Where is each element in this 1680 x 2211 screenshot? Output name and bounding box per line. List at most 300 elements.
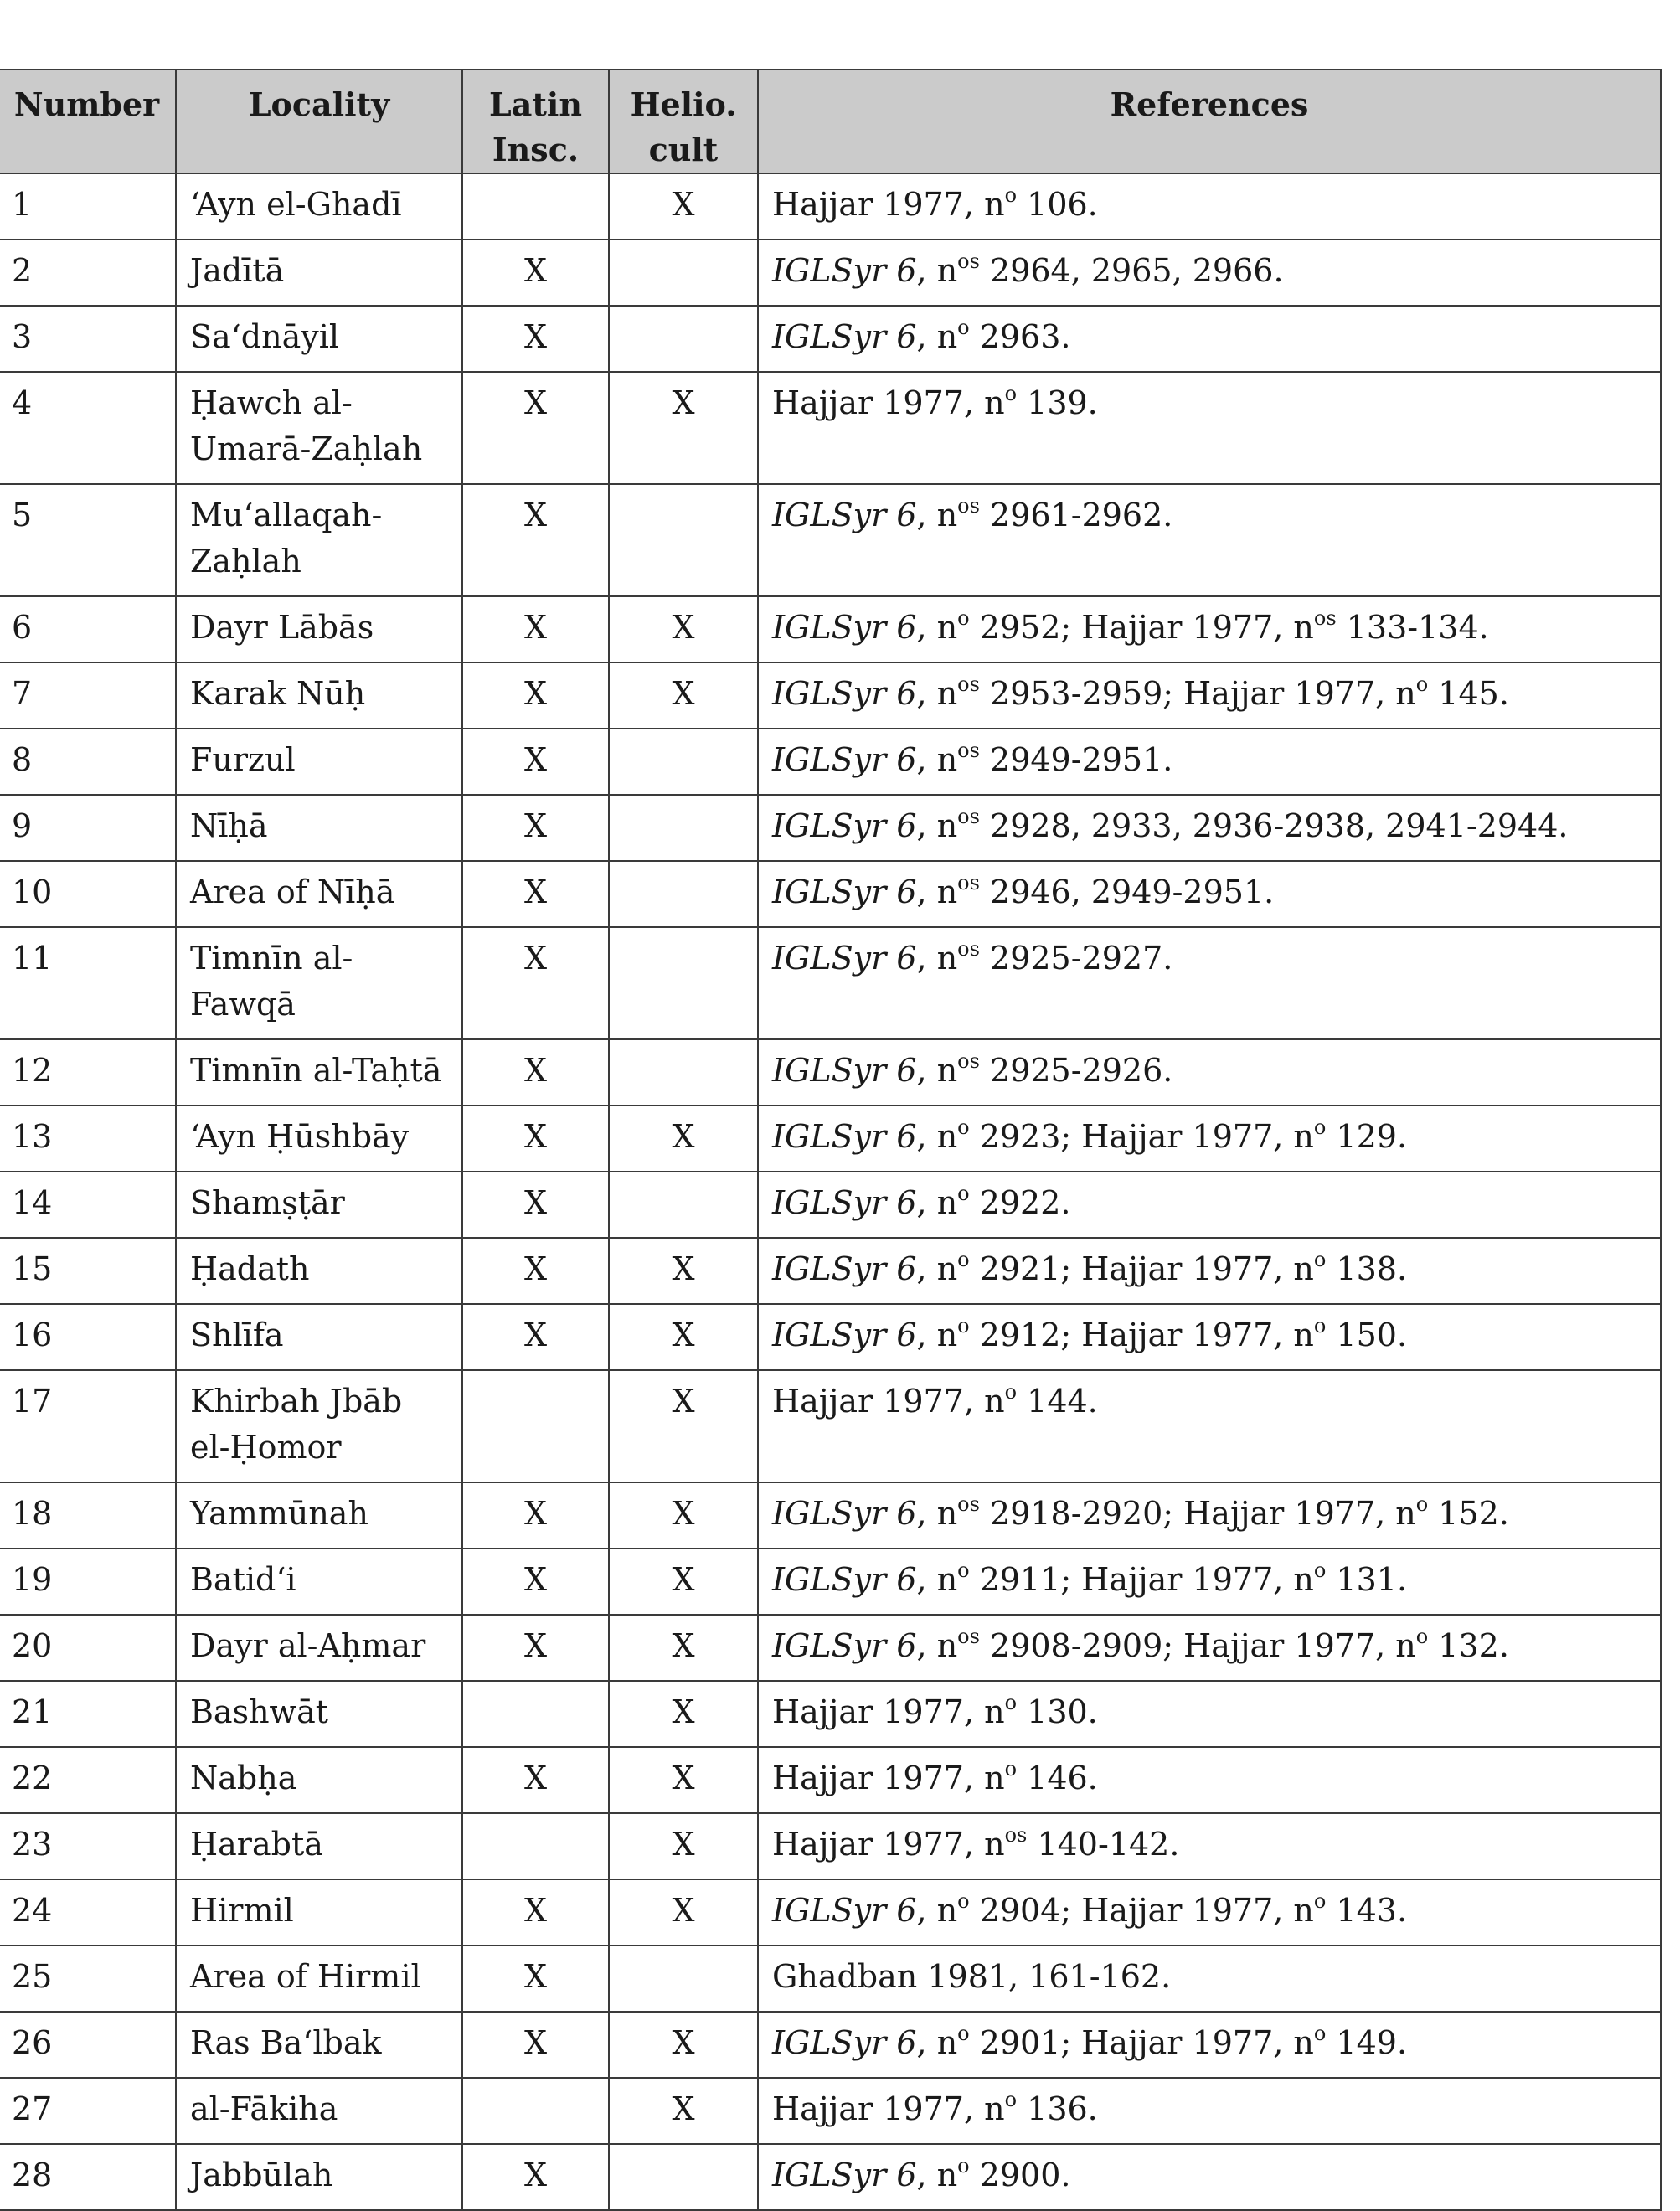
- row-latin-mark: [462, 2078, 609, 2144]
- ref-text: 2918-2920; Hajjar 1977, n: [979, 1495, 1416, 1532]
- inscriptions-table: [0, 69, 1662, 2211]
- row-number: 10: [0, 861, 176, 927]
- ref-text: Hajjar 1977, n: [772, 1760, 1005, 1796]
- row-number: 27: [0, 2078, 176, 2144]
- table-row: [0, 1879, 1661, 1946]
- row-latin-mark: [462, 1813, 609, 1879]
- table-row: [0, 1106, 1661, 1172]
- row-number: 1: [0, 173, 176, 240]
- ref-text: Hajjar 1977, n: [772, 186, 1005, 223]
- row-helio-mark: X: [609, 662, 758, 729]
- ref-corpus-title: IGLSyr 6: [772, 1250, 917, 1287]
- ref-text: , n: [916, 318, 958, 355]
- row-locality: ‘Ayn el-Ghadī: [176, 173, 462, 240]
- row-locality: Timnīn al-Taḥtā: [176, 1039, 462, 1106]
- ref-text: 136.: [1017, 2090, 1098, 2127]
- row-number: 28: [0, 2144, 176, 2210]
- row-helio-mark: X: [609, 1813, 758, 1879]
- row-locality: Nīḥā: [176, 795, 462, 861]
- ref-corpus-title: IGLSyr 6: [772, 609, 917, 646]
- ref-superscript: os: [957, 871, 980, 895]
- row-locality: Karak Nūḥ: [176, 662, 462, 729]
- ref-text: , n: [916, 252, 958, 289]
- ref-text: 138.: [1326, 1250, 1408, 1287]
- ref-text: 2925-2926.: [979, 1052, 1173, 1089]
- row-number: 7: [0, 662, 176, 729]
- header-heliopolitan-cult: [609, 70, 758, 173]
- ref-text: 2911; Hajjar 1977, n: [969, 1561, 1314, 1598]
- ref-text: , n: [916, 1561, 958, 1598]
- ref-corpus-title: IGLSyr 6: [772, 807, 917, 844]
- row-latin-mark: X: [462, 596, 609, 662]
- table-row: [0, 306, 1661, 372]
- row-latin-mark: X: [462, 1482, 609, 1549]
- ref-corpus-title: IGLSyr 6: [772, 252, 917, 289]
- row-references: [758, 2144, 1661, 2210]
- ref-text: 150.: [1326, 1317, 1408, 1353]
- row-references: [758, 1106, 1661, 1172]
- ref-superscript: os: [957, 1625, 980, 1649]
- row-number: 12: [0, 1039, 176, 1106]
- row-references: [758, 1946, 1661, 2012]
- row-latin-mark: X: [462, 729, 609, 795]
- row-number: 2: [0, 240, 176, 306]
- row-latin-mark: X: [462, 240, 609, 306]
- ref-text: 130.: [1017, 1693, 1098, 1730]
- ref-text: 139.: [1017, 384, 1098, 421]
- ref-superscript: os: [1004, 1823, 1028, 1848]
- ref-superscript: o: [1415, 1492, 1429, 1517]
- ref-text: , n: [916, 2024, 958, 2061]
- row-helio-mark: [609, 861, 758, 927]
- row-references: [758, 2078, 1661, 2144]
- row-latin-mark: X: [462, 2144, 609, 2210]
- row-number: 24: [0, 1879, 176, 1946]
- table-row: [0, 1813, 1661, 1879]
- row-latin-mark: [462, 1681, 609, 1747]
- ref-text: 2953-2959; Hajjar 1977, n: [979, 675, 1416, 712]
- ref-text: Hajjar 1977, n: [772, 1693, 1005, 1730]
- row-number: 6: [0, 596, 176, 662]
- row-helio-mark: X: [609, 2012, 758, 2078]
- row-locality: Mu‘allaqah-Zaḥlah: [176, 484, 462, 596]
- row-references: [758, 861, 1661, 927]
- row-helio-mark: [609, 1946, 758, 2012]
- row-locality: Timnīn al-Fawqā: [176, 927, 462, 1039]
- table-body: [0, 173, 1661, 2210]
- table-row: [0, 1304, 1661, 1370]
- ref-text: 132.: [1428, 1627, 1509, 1664]
- table-row: [0, 1681, 1661, 1747]
- row-helio-mark: X: [609, 1370, 758, 1482]
- ref-corpus-title: IGLSyr 6: [772, 1317, 917, 1353]
- table-row: [0, 372, 1661, 484]
- row-helio-mark: [609, 795, 758, 861]
- ref-text: , n: [916, 1627, 958, 1664]
- ref-text: 2900.: [969, 2157, 1071, 2193]
- header-locality: Locality: [176, 70, 462, 173]
- ref-superscript: o: [1004, 1691, 1018, 1715]
- row-references: [758, 173, 1661, 240]
- row-latin-mark: X: [462, 927, 609, 1039]
- ref-superscript: os: [957, 1492, 980, 1517]
- table-row: [0, 1039, 1661, 1106]
- row-references: [758, 729, 1661, 795]
- table-row: [0, 1370, 1661, 1482]
- table-row: [0, 2144, 1661, 2210]
- table-header: [0, 70, 1661, 173]
- ref-text: 2963.: [969, 318, 1071, 355]
- ref-superscript: o: [957, 1116, 970, 1140]
- ref-superscript: o: [1313, 2022, 1327, 2046]
- row-helio-mark: [609, 2144, 758, 2210]
- row-latin-mark: [462, 173, 609, 240]
- table-row: [0, 662, 1661, 729]
- row-references: [758, 662, 1661, 729]
- row-references: [758, 306, 1661, 372]
- row-references: [758, 1039, 1661, 1106]
- row-number: 14: [0, 1172, 176, 1238]
- table-row: [0, 1549, 1661, 1615]
- ref-superscript: o: [1415, 1625, 1429, 1649]
- row-locality: Dayr al-Aḥmar: [176, 1615, 462, 1681]
- row-locality: Ḥawch al-Umarā-Zaḥlah: [176, 372, 462, 484]
- ref-corpus-title: IGLSyr 6: [772, 1118, 917, 1155]
- row-number: 20: [0, 1615, 176, 1681]
- row-locality: Ḥadath: [176, 1238, 462, 1304]
- row-number: 23: [0, 1813, 176, 1879]
- row-number: 26: [0, 2012, 176, 2078]
- ref-text: 2952; Hajjar 1977, n: [969, 609, 1314, 646]
- ref-superscript: o: [957, 1248, 970, 1272]
- row-references: [758, 1172, 1661, 1238]
- row-references: [758, 484, 1661, 596]
- header-helio-line1: Helio.: [630, 85, 737, 123]
- header-number: Number: [0, 70, 176, 173]
- row-helio-mark: X: [609, 173, 758, 240]
- ref-text: , n: [916, 1317, 958, 1353]
- row-references: [758, 1681, 1661, 1747]
- row-locality: Batid‘i: [176, 1549, 462, 1615]
- ref-superscript: o: [1313, 1889, 1327, 1914]
- ref-text: 2928, 2933, 2936-2938, 2941-2944.: [979, 807, 1569, 844]
- row-helio-mark: [609, 927, 758, 1039]
- row-helio-mark: X: [609, 1549, 758, 1615]
- ref-text: 2901; Hajjar 1977, n: [969, 2024, 1314, 2061]
- row-latin-mark: X: [462, 372, 609, 484]
- table-row: [0, 173, 1661, 240]
- ref-corpus-title: IGLSyr 6: [772, 497, 917, 533]
- ref-text: 2921; Hajjar 1977, n: [969, 1250, 1314, 1287]
- row-latin-mark: X: [462, 1039, 609, 1106]
- row-number: 22: [0, 1747, 176, 1813]
- table-row: [0, 795, 1661, 861]
- row-locality: Sa‘dnāyil: [176, 306, 462, 372]
- ref-superscript: os: [957, 494, 980, 518]
- table-row: [0, 1747, 1661, 1813]
- ref-text: , n: [916, 1184, 958, 1221]
- row-number: 25: [0, 1946, 176, 2012]
- row-references: [758, 240, 1661, 306]
- header-latin-line1: Latin: [489, 85, 582, 123]
- ref-superscript: o: [957, 1889, 970, 1914]
- ref-text: 2904; Hajjar 1977, n: [969, 1892, 1314, 1929]
- ref-superscript: os: [957, 739, 980, 763]
- ref-text: 2949-2951.: [979, 741, 1173, 778]
- row-number: 21: [0, 1681, 176, 1747]
- ref-corpus-title: IGLSyr 6: [772, 1892, 917, 1929]
- row-helio-mark: X: [609, 1879, 758, 1946]
- ref-superscript: o: [957, 2022, 970, 2046]
- table-row: [0, 927, 1661, 1039]
- ref-superscript: o: [957, 1559, 970, 1583]
- row-helio-mark: X: [609, 596, 758, 662]
- ref-text: , n: [916, 874, 958, 910]
- row-locality: Bashwāt: [176, 1681, 462, 1747]
- ref-superscript: o: [957, 316, 970, 340]
- ref-superscript: o: [1313, 1314, 1327, 1338]
- row-helio-mark: X: [609, 1304, 758, 1370]
- row-locality: Nabḥa: [176, 1747, 462, 1813]
- table-row: [0, 240, 1661, 306]
- row-number: 16: [0, 1304, 176, 1370]
- row-latin-mark: X: [462, 1172, 609, 1238]
- row-helio-mark: X: [609, 1238, 758, 1304]
- row-references: [758, 1238, 1661, 1304]
- row-helio-mark: X: [609, 1615, 758, 1681]
- ref-superscript: o: [1313, 1248, 1327, 1272]
- row-references: [758, 372, 1661, 484]
- ref-text: Hajjar 1977, n: [772, 1383, 1005, 1420]
- row-locality: Shamṣṭār: [176, 1172, 462, 1238]
- ref-text: 2946, 2949-2951.: [979, 874, 1275, 910]
- row-number: 19: [0, 1549, 176, 1615]
- ref-text: , n: [916, 807, 958, 844]
- row-number: 4: [0, 372, 176, 484]
- row-locality: Shlīfa: [176, 1304, 462, 1370]
- row-locality: Ras Ba‘lbak: [176, 2012, 462, 2078]
- ref-text: 131.: [1326, 1561, 1408, 1598]
- ref-text: 2925-2927.: [979, 940, 1173, 977]
- ref-corpus-title: IGLSyr 6: [772, 2024, 917, 2061]
- header-latin-line2: Insc.: [492, 131, 580, 168]
- table-row: [0, 596, 1661, 662]
- ref-text: Hajjar 1977, n: [772, 384, 1005, 421]
- ref-text: , n: [916, 497, 958, 533]
- table-row: [0, 1172, 1661, 1238]
- ref-corpus-title: IGLSyr 6: [772, 1052, 917, 1089]
- ref-text: 106.: [1017, 186, 1098, 223]
- row-number: 3: [0, 306, 176, 372]
- table-row: [0, 1482, 1661, 1549]
- row-locality: Furzul: [176, 729, 462, 795]
- table-row: [0, 861, 1661, 927]
- ref-corpus-title: IGLSyr 6: [772, 1627, 917, 1664]
- row-helio-mark: [609, 240, 758, 306]
- row-number: 15: [0, 1238, 176, 1304]
- ref-text: Ghadban 1981, 161-162.: [772, 1958, 1172, 1995]
- ref-text: , n: [916, 940, 958, 977]
- row-locality: Jabbūlah: [176, 2144, 462, 2210]
- ref-superscript: o: [1004, 382, 1018, 406]
- row-number: 11: [0, 927, 176, 1039]
- row-references: [758, 1549, 1661, 1615]
- row-number: 13: [0, 1106, 176, 1172]
- row-helio-mark: [609, 1172, 758, 1238]
- ref-superscript: o: [1004, 1757, 1018, 1781]
- row-locality: Area of Nīḥā: [176, 861, 462, 927]
- ref-superscript: o: [957, 1314, 970, 1338]
- ref-corpus-title: IGLSyr 6: [772, 874, 917, 910]
- ref-text: 144.: [1017, 1383, 1098, 1420]
- ref-superscript: o: [957, 2154, 970, 2178]
- row-helio-mark: [609, 729, 758, 795]
- table-row: [0, 2078, 1661, 2144]
- table-row: [0, 2012, 1661, 2078]
- ref-text: 2912; Hajjar 1977, n: [969, 1317, 1314, 1353]
- table-row: [0, 1238, 1661, 1304]
- row-number: 5: [0, 484, 176, 596]
- row-references: [758, 1747, 1661, 1813]
- ref-superscript: os: [957, 673, 980, 697]
- ref-superscript: os: [957, 937, 980, 961]
- table-row: [0, 484, 1661, 596]
- ref-corpus-title: IGLSyr 6: [772, 318, 917, 355]
- row-helio-mark: X: [609, 1747, 758, 1813]
- ref-text: , n: [916, 1118, 958, 1155]
- ref-corpus-title: IGLSyr 6: [772, 1184, 917, 1221]
- row-helio-mark: [609, 484, 758, 596]
- row-latin-mark: X: [462, 1946, 609, 2012]
- row-references: [758, 795, 1661, 861]
- ref-text: 149.: [1326, 2024, 1408, 2061]
- table-row: [0, 1946, 1661, 2012]
- header-latin-inscription: [462, 70, 609, 173]
- row-locality: Khirbah Jbāb el-Ḥomor: [176, 1370, 462, 1482]
- ref-superscript: o: [957, 606, 970, 631]
- ref-text: 2922.: [969, 1184, 1071, 1221]
- row-latin-mark: X: [462, 662, 609, 729]
- row-number: 9: [0, 795, 176, 861]
- ref-text: , n: [916, 1052, 958, 1089]
- row-number: 8: [0, 729, 176, 795]
- row-latin-mark: X: [462, 1238, 609, 1304]
- ref-corpus-title: IGLSyr 6: [772, 1495, 917, 1532]
- row-references: [758, 927, 1661, 1039]
- ref-superscript: o: [1313, 1559, 1327, 1583]
- table-row: [0, 729, 1661, 795]
- row-locality: ‘Ayn Ḥūshbāy: [176, 1106, 462, 1172]
- row-helio-mark: X: [609, 1681, 758, 1747]
- row-references: [758, 1879, 1661, 1946]
- ref-text: , n: [916, 1892, 958, 1929]
- row-latin-mark: X: [462, 795, 609, 861]
- ref-text: 2961-2962.: [979, 497, 1173, 533]
- row-helio-mark: X: [609, 1106, 758, 1172]
- ref-superscript: o: [1415, 673, 1429, 697]
- row-helio-mark: [609, 1039, 758, 1106]
- ref-text: Hajjar 1977, n: [772, 2090, 1005, 2127]
- ref-text: 2908-2909; Hajjar 1977, n: [979, 1627, 1416, 1664]
- ref-corpus-title: IGLSyr 6: [772, 675, 917, 712]
- ref-text: 129.: [1326, 1118, 1408, 1155]
- ref-text: 145.: [1428, 675, 1509, 712]
- row-references: [758, 1813, 1661, 1879]
- row-locality: Area of Hirmil: [176, 1946, 462, 2012]
- ref-corpus-title: IGLSyr 6: [772, 2157, 917, 2193]
- ref-superscript: o: [1313, 1116, 1327, 1140]
- ref-text: , n: [916, 609, 958, 646]
- row-latin-mark: X: [462, 1615, 609, 1681]
- ref-text: 133-134.: [1336, 609, 1489, 646]
- row-locality: Yammūnah: [176, 1482, 462, 1549]
- row-locality: Hirmil: [176, 1879, 462, 1946]
- ref-text: , n: [916, 741, 958, 778]
- ref-superscript: os: [957, 250, 980, 274]
- ref-text: , n: [916, 1495, 958, 1532]
- row-helio-mark: X: [609, 2078, 758, 2144]
- ref-text: 152.: [1428, 1495, 1509, 1532]
- row-number: 18: [0, 1482, 176, 1549]
- ref-text: , n: [916, 675, 958, 712]
- ref-superscript: os: [957, 1049, 980, 1074]
- ref-text: Hajjar 1977, n: [772, 1826, 1005, 1863]
- ref-superscript: o: [1004, 183, 1018, 208]
- ref-corpus-title: IGLSyr 6: [772, 1561, 917, 1598]
- ref-corpus-title: IGLSyr 6: [772, 741, 917, 778]
- ref-text: 140-142.: [1027, 1826, 1180, 1863]
- row-references: [758, 2012, 1661, 2078]
- ref-text: 2923; Hajjar 1977, n: [969, 1118, 1314, 1155]
- ref-corpus-title: IGLSyr 6: [772, 940, 917, 977]
- row-latin-mark: X: [462, 306, 609, 372]
- row-references: [758, 1370, 1661, 1482]
- row-latin-mark: [462, 1370, 609, 1482]
- ref-superscript: o: [1004, 1380, 1018, 1404]
- ref-superscript: os: [957, 805, 980, 829]
- row-latin-mark: X: [462, 1106, 609, 1172]
- ref-text: 146.: [1017, 1760, 1098, 1796]
- row-latin-mark: X: [462, 1549, 609, 1615]
- header-row: [0, 70, 1661, 173]
- row-locality: Jadītā: [176, 240, 462, 306]
- row-references: [758, 1304, 1661, 1370]
- ref-text: , n: [916, 2157, 958, 2193]
- row-locality: Dayr Lābās: [176, 596, 462, 662]
- row-helio-mark: X: [609, 1482, 758, 1549]
- row-number: 17: [0, 1370, 176, 1482]
- row-locality: al-Fākiha: [176, 2078, 462, 2144]
- row-helio-mark: X: [609, 372, 758, 484]
- row-references: [758, 1615, 1661, 1681]
- row-helio-mark: [609, 306, 758, 372]
- ref-superscript: o: [1004, 2088, 1018, 2112]
- ref-superscript: os: [1313, 606, 1337, 631]
- row-references: [758, 596, 1661, 662]
- ref-text: 143.: [1326, 1892, 1408, 1929]
- row-references: [758, 1482, 1661, 1549]
- row-latin-mark: X: [462, 2012, 609, 2078]
- ref-text: , n: [916, 1250, 958, 1287]
- row-latin-mark: X: [462, 484, 609, 596]
- row-latin-mark: X: [462, 1304, 609, 1370]
- row-latin-mark: X: [462, 861, 609, 927]
- header-references: References: [758, 70, 1661, 173]
- row-locality: Ḥarabtā: [176, 1813, 462, 1879]
- ref-text: 2964, 2965, 2966.: [979, 252, 1284, 289]
- ref-superscript: o: [957, 1182, 970, 1206]
- row-latin-mark: X: [462, 1879, 609, 1946]
